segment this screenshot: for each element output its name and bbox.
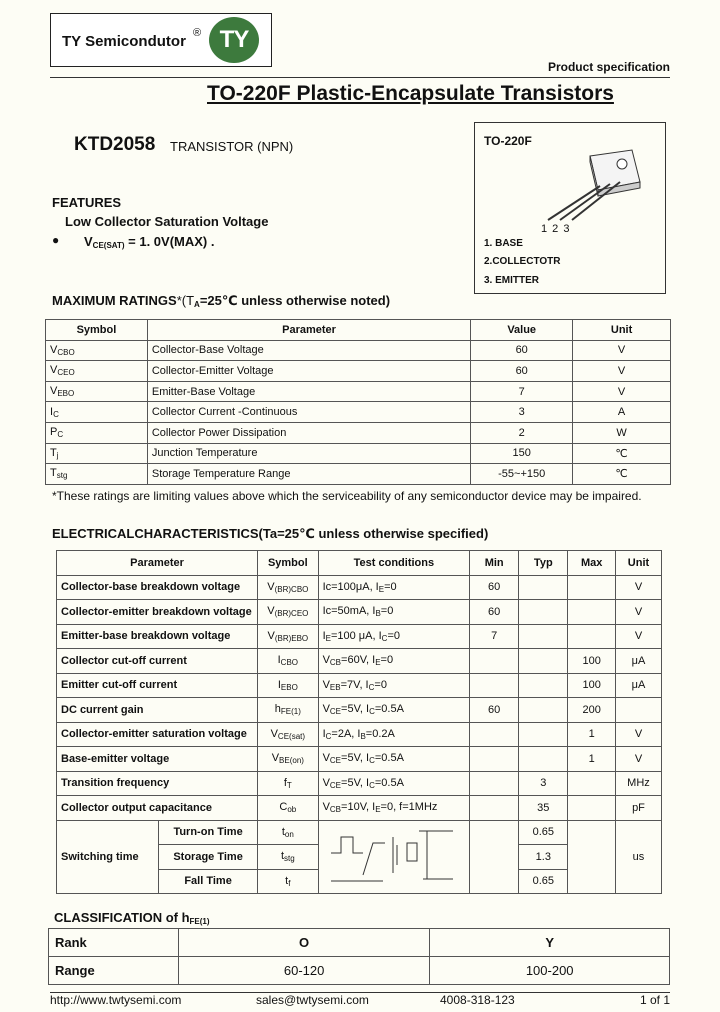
col-value: Value	[471, 320, 573, 341]
package-name: TO-220F	[484, 134, 532, 148]
symbol-cell	[46, 464, 148, 485]
switching-test-circuit	[318, 820, 470, 894]
table-header-row	[46, 320, 671, 341]
symbol-text: I	[277, 678, 281, 691]
symbol-text: P	[50, 426, 58, 439]
footer-email[interactable]: sales@twtysemi.com	[256, 993, 369, 1007]
symbol-cell	[258, 747, 319, 772]
ratings-note: *These ratings are limiting values above which the serviceability of any semiconductor device may be impaired.	[52, 489, 642, 503]
symbol-subscript: BE(on)	[279, 756, 304, 766]
test-conditions-cell: $V_{CB}=10V$, $I_E=0$, f=1MHz	[318, 796, 470, 821]
table-row	[46, 443, 671, 464]
pin-1-label: 1. BASE	[484, 238, 523, 249]
typ-cell: 3	[519, 771, 568, 796]
symbol-subscript: CBO	[57, 347, 75, 357]
symbol-subscript: EBO	[280, 682, 298, 692]
rank-y: Y	[430, 929, 670, 957]
pin-3-label: 3. EMITTER	[484, 275, 540, 286]
symbol-cell	[258, 820, 319, 845]
symbol-cell	[258, 624, 319, 649]
unit-cell	[615, 698, 661, 723]
symbol-text: V	[271, 752, 280, 765]
symbol-cell	[258, 673, 319, 698]
symbol-cell	[46, 402, 148, 423]
typ-cell: 1.3	[519, 845, 568, 870]
symbol-text: I	[277, 654, 281, 667]
symbol-cell	[258, 771, 319, 796]
symbol-subscript: (BR)CEO	[274, 609, 309, 619]
electrical-table	[56, 550, 662, 894]
col-test: Test conditions	[318, 551, 470, 576]
table-header-row	[57, 551, 662, 576]
unit-cell: ℃	[573, 443, 671, 464]
symbol-subscript: f	[288, 878, 291, 888]
min-cell	[470, 722, 519, 747]
max-cell: 100	[568, 673, 616, 698]
registered-mark: ®	[193, 27, 202, 39]
table-row	[57, 575, 662, 600]
symbol-text: T	[50, 446, 57, 459]
range-label: Range	[49, 957, 179, 985]
typ-cell: 35	[519, 796, 568, 821]
col-symbol: Symbol	[258, 551, 319, 576]
features-heading: FEATURES	[52, 195, 122, 210]
min-cell	[470, 673, 519, 698]
parameter-cell: Collector cut-off current	[57, 649, 258, 674]
symbol-text: V	[270, 727, 278, 740]
max-cell: 1	[568, 722, 616, 747]
test-conditions-cell: $V_{CE}=5V$, $I_C=0.5A$	[318, 771, 470, 796]
parameter-cell: Collector-base breakdown voltage	[57, 575, 258, 600]
symbol-text: f	[283, 776, 287, 789]
footer-website[interactable]: http://www.twtysemi.com	[50, 993, 182, 1007]
col-min: Min	[470, 551, 519, 576]
switching-name-cell: Fall Time	[159, 869, 258, 894]
symbol-text: V	[267, 605, 275, 618]
test-circuit-icon	[323, 823, 463, 887]
symbol-subscript: (BR)EBO	[274, 633, 309, 643]
typ-cell	[519, 624, 568, 649]
symbol-text: h	[274, 703, 281, 716]
min-cell: 60	[470, 600, 519, 625]
symbol-subscript: (BR)CBO	[274, 584, 309, 594]
part-number: KTD2058	[74, 134, 156, 155]
symbol-cell	[258, 796, 319, 821]
part-type: TRANSISTOR (NPN)	[170, 139, 294, 154]
max-cell	[568, 575, 616, 600]
symbol-subscript: stg	[284, 854, 295, 864]
min-cell	[470, 649, 519, 674]
max-cell: 100	[568, 649, 616, 674]
switching-label: Switching time	[57, 820, 159, 894]
symbol-cell	[258, 722, 319, 747]
table-row	[57, 624, 662, 649]
value-cell: 150	[471, 443, 573, 464]
table-row	[57, 698, 662, 723]
switching-name-cell: Turn-on Time	[159, 820, 258, 845]
symbol-subscript: C	[53, 409, 59, 419]
typ-cell	[519, 747, 568, 772]
symbol-text: t	[285, 874, 289, 887]
typ-cell: 0.65	[519, 869, 568, 894]
min-cell	[470, 771, 519, 796]
symbol-text: V	[50, 364, 58, 377]
test-conditions-cell: $I_E=100$ μA, $I_C=0$	[318, 624, 470, 649]
parameter-cell: Emitter cut-off current	[57, 673, 258, 698]
table-row	[46, 361, 671, 382]
table-row	[57, 649, 662, 674]
unit-cell: V	[615, 624, 661, 649]
parameter-cell: Emitter-base breakdown voltage	[57, 624, 258, 649]
unit-cell: MHz	[615, 771, 661, 796]
max-ratings-table	[45, 319, 671, 485]
typ-cell	[519, 600, 568, 625]
symbol-subscript: j	[56, 450, 59, 460]
unit-cell: V	[573, 340, 671, 361]
table-row	[57, 600, 662, 625]
unit-cell: pF	[615, 796, 661, 821]
test-conditions-cell: $V_{CE}=5V$, $I_C=0.5A$	[318, 698, 470, 723]
value-cell: 2	[471, 422, 573, 443]
symbol-cell	[46, 443, 148, 464]
typ-cell: 0.65	[519, 820, 568, 845]
parameter-cell: Collector output capacitance	[57, 796, 258, 821]
table-row	[57, 747, 662, 772]
table-row	[57, 820, 662, 845]
test-conditions-cell: Ic=100μA, $I_E=0$	[318, 575, 470, 600]
min-cell: 60	[470, 698, 519, 723]
symbol-cell	[258, 845, 319, 870]
symbol-text: V	[267, 629, 275, 642]
symbol-cell	[258, 600, 319, 625]
symbol-subscript: stg	[56, 471, 68, 481]
parameter-cell: Collector-emitter breakdown voltage	[57, 600, 258, 625]
col-typ: Typ	[519, 551, 568, 576]
table-header-row	[49, 929, 670, 957]
switching-name-cell: Storage Time	[159, 845, 258, 870]
min-cell	[470, 747, 519, 772]
table-row	[46, 422, 671, 443]
symbol-cell	[46, 422, 148, 443]
max-cell	[568, 771, 616, 796]
unit-cell: V	[573, 361, 671, 382]
symbol-subscript: FE(1)	[280, 707, 301, 717]
max-cell: 200	[568, 698, 616, 723]
feature-vcesat: $V_{CE(SAT)} = 1$. 0V(MAX) .	[84, 234, 215, 250]
col-parameter: Parameter	[57, 551, 258, 576]
classification-heading: CLASSIFICATION of $h_{FE(1)}$	[54, 910, 210, 926]
value-cell: 60	[471, 340, 573, 361]
symbol-subscript: CEO	[57, 368, 75, 378]
col-symbol: Symbol	[46, 320, 148, 341]
min-cell	[470, 796, 519, 821]
test-conditions-cell: $V_{EB}=7V$, $I_C=0$	[318, 673, 470, 698]
table-row	[46, 402, 671, 423]
test-conditions-cell: $V_{CE}=5V$, $I_C=0.5A$	[318, 747, 470, 772]
table-row	[49, 957, 670, 985]
parameter-cell: Collector-Base Voltage	[147, 340, 470, 361]
bullet-icon: ●	[52, 233, 60, 247]
table-row	[46, 464, 671, 485]
symbol-subscript: CBO	[280, 658, 299, 668]
parameter-cell: Junction Temperature	[147, 443, 470, 464]
symbol-text: T	[50, 467, 57, 480]
symbol-text: V	[267, 580, 275, 593]
symbol-subscript: on	[284, 829, 294, 839]
symbol-text: V	[50, 343, 58, 356]
table-row	[46, 340, 671, 361]
parameter-cell: Collector Power Dissipation	[147, 422, 470, 443]
min-cell: 7	[470, 624, 519, 649]
col-max: Max	[568, 551, 616, 576]
parameter-cell: Transition frequency	[57, 771, 258, 796]
symbol-subscript: T	[286, 780, 292, 790]
typ-cell	[519, 698, 568, 723]
parameter-cell: DC current gain	[57, 698, 258, 723]
unit-cell: μA	[615, 649, 661, 674]
classification-table	[48, 928, 670, 985]
symbol-subscript: C	[57, 430, 64, 440]
symbol-subscript: CE(sat)	[277, 731, 306, 741]
col-unit: Unit	[573, 320, 671, 341]
range-y: 100-200	[430, 957, 670, 985]
symbol-cell	[258, 649, 319, 674]
unit-cell: V	[615, 575, 661, 600]
ty-logo: TY	[209, 17, 259, 63]
header-divider	[50, 77, 670, 78]
brand-name: TY Semicondutor	[62, 33, 186, 50]
value-cell: -55~+150	[471, 464, 573, 485]
col-unit: Unit	[615, 551, 661, 576]
table-row	[57, 722, 662, 747]
symbol-cell	[258, 698, 319, 723]
product-specification: Product specification	[547, 60, 670, 74]
parameter-cell: Collector Current -Continuous	[147, 402, 470, 423]
rank-o: O	[178, 929, 430, 957]
symbol-cell	[258, 575, 319, 600]
col-parameter: Parameter	[147, 320, 470, 341]
unit-cell: ℃	[573, 464, 671, 485]
footer-page: 1 of 1	[640, 993, 671, 1007]
pin-numbers: 1 2 3	[541, 223, 571, 235]
unit-cell: us	[615, 820, 661, 894]
symbol-cell	[46, 381, 148, 402]
table-row	[57, 796, 662, 821]
symbol-text: t	[280, 850, 284, 863]
max-cell	[568, 600, 616, 625]
feature-low-vsat: Low Collector Saturation Voltage	[65, 214, 269, 229]
pin-2-label: 2.COLLECTOTR	[484, 256, 561, 267]
symbol-text: t	[281, 825, 285, 838]
to220f-package-icon	[540, 148, 650, 226]
unit-cell: V	[615, 600, 661, 625]
parameter-cell: Collector-emitter saturation voltage	[57, 722, 258, 747]
range-o: 60-120	[178, 957, 430, 985]
symbol-cell	[258, 869, 319, 894]
typ-cell	[519, 649, 568, 674]
unit-cell: V	[615, 722, 661, 747]
test-conditions-cell: $V_{CB}=60V$, $I_E=0$	[318, 649, 470, 674]
min-cell	[470, 820, 519, 894]
unit-cell: μA	[615, 673, 661, 698]
footer-phone: 4008-318-123	[440, 993, 515, 1007]
test-conditions-cell: Ic=50mA, $I_B=0$	[318, 600, 470, 625]
electrical-heading: ELECTRICALCHARACTERISTICS(Ta=25℃ unless otherwise specified)	[52, 526, 489, 541]
typ-cell	[519, 575, 568, 600]
symbol-cell	[46, 361, 148, 382]
symbol-text: C	[279, 801, 288, 814]
symbol-text: V	[50, 385, 58, 398]
table-row	[57, 673, 662, 698]
typ-cell	[519, 722, 568, 747]
unit-cell: W	[573, 422, 671, 443]
min-cell: 60	[470, 575, 519, 600]
max-cell: 1	[568, 747, 616, 772]
value-cell: 3	[471, 402, 573, 423]
symbol-text: I	[50, 405, 54, 418]
max-cell	[568, 796, 616, 821]
test-conditions-cell: $I_C=2A$, $I_B=0.2A$	[318, 722, 470, 747]
unit-cell: V	[573, 381, 671, 402]
typ-cell	[519, 673, 568, 698]
value-cell: 7	[471, 381, 573, 402]
table-row	[46, 381, 671, 402]
max-cell	[568, 820, 616, 894]
symbol-subscript: ob	[287, 805, 297, 815]
parameter-cell: Base-emitter voltage	[57, 747, 258, 772]
table-row	[57, 771, 662, 796]
page-title: TO-220F Plastic-Encapsulate Transistors	[207, 82, 614, 105]
parameter-cell: Storage Temperature Range	[147, 464, 470, 485]
parameter-cell: Emitter-Base Voltage	[147, 381, 470, 402]
symbol-cell	[46, 340, 148, 361]
unit-cell: A	[573, 402, 671, 423]
unit-cell: V	[615, 747, 661, 772]
rank-label: Rank	[49, 929, 179, 957]
parameter-cell: Collector-Emitter Voltage	[147, 361, 470, 382]
max-cell	[568, 624, 616, 649]
symbol-subscript: EBO	[57, 389, 75, 399]
value-cell: 60	[471, 361, 573, 382]
max-ratings-heading: MAXIMUM $RATINGS*(T_A=25℃$ unless otherwise noted)	[52, 293, 391, 309]
